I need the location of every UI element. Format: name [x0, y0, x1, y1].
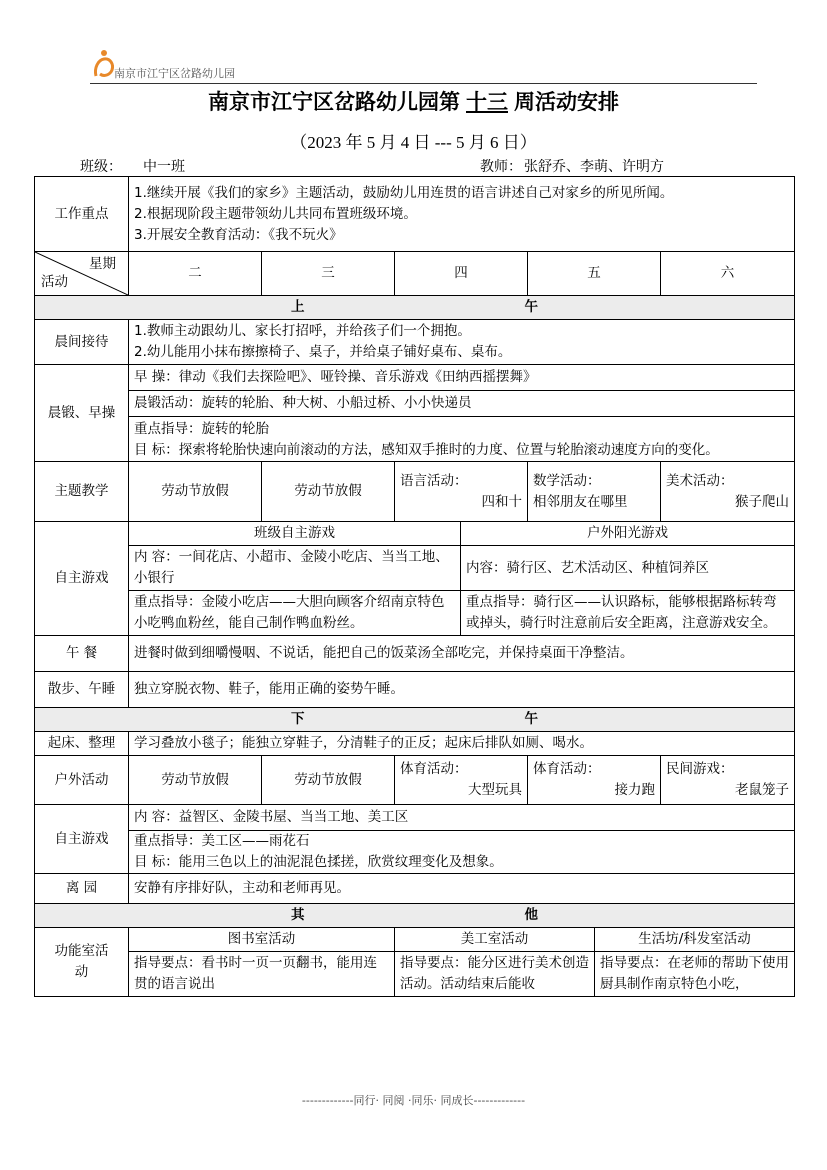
activity-name: 老鼠笼子 — [735, 782, 790, 798]
teacher-value: 张舒乔、李萌、许明方 — [522, 156, 731, 177]
activity-name: 大型玩具 — [468, 782, 522, 798]
theme-label: 主题教学 — [35, 462, 129, 522]
outdoor-label: 户外活动 — [35, 756, 129, 805]
freeplay-pm-content — [129, 805, 795, 874]
weekday-corner-label: 星期 — [89, 256, 116, 272]
rooms-label-text: 功能室活动 — [54, 943, 109, 980]
exercise-morning-line: 早 操：律动《我们去探险吧》、哑铃操、音乐游戏《田纳西摇摆舞》 — [134, 369, 537, 385]
arrival-content — [129, 320, 795, 365]
date-range: （2023 年 5 月 4 日 --- 5 月 6 日） — [290, 133, 537, 152]
activity-name: 相邻朋友在哪里 — [533, 493, 628, 510]
afternoon-section-header — [35, 708, 795, 732]
life-room-guide: 指导要点：在老师的帮助下使用厨具制作南京特色小吃， — [595, 952, 795, 997]
outdoor-day-cell — [528, 756, 661, 805]
theme-day-cell — [528, 462, 661, 522]
section-label: 他 — [524, 907, 538, 923]
outdoor-freeplay-title: 户外阳光游戏 — [461, 522, 795, 546]
weekday-corner-cell — [35, 252, 129, 296]
class-value: 中一班 — [122, 156, 206, 177]
class-info — [80, 156, 206, 177]
outdoor-freeplay-content: 内容：骑行区、艺术活动区、种植饲养区 — [461, 546, 795, 591]
activity-type: 体育活动： — [400, 761, 468, 777]
theme-day-cell — [661, 462, 795, 522]
title-prefix: 南京市江宁区岔路幼儿园第 — [208, 89, 460, 114]
lunch-content: 进餐时做到细嚼慢咽、不说话，能把自己的饭菜汤全部吃完，并保持桌面干净整洁。 — [129, 636, 795, 672]
nap-label: 散步、午睡 — [35, 672, 129, 708]
rooms-label — [35, 928, 129, 997]
exercise-goal-line: 目 标：探索将轮胎快速向前滚动的方法，感知双手推时的力度、位置与轮胎滚动速度方向的变化。 — [134, 442, 719, 458]
theme-day-cell: 劳动节放假 — [262, 462, 395, 522]
activity-name: 猴子爬山 — [735, 493, 790, 510]
focus-item: 3.开展安全教育活动：《我不玩火》 — [134, 226, 343, 243]
class-freeplay-title: 班级自主游戏 — [129, 522, 461, 546]
arrival-item: 2.幼儿能用小抹布擦擦椅子、桌子，并给桌子铺好桌布、桌布。 — [134, 344, 512, 360]
activity-type: 语言活动： — [400, 472, 468, 489]
page-footer: -------------同行· 同阅 ·同乐· 同成长------------- — [301, 1094, 526, 1107]
focus-item: 1.继续开展《我们的家乡》主题活动，鼓励幼儿用连贯的语言讲述自己对家乡的所见所闻。 — [134, 184, 674, 201]
wake-content: 学习叠放小毯子；能独立穿鞋子，分清鞋子的正反；起床后排队如厕、喝水。 — [129, 732, 795, 756]
exercise-activities-line: 晨锻活动：旋转的轮胎、种大树、小船过桥、小小快递员 — [129, 390, 794, 416]
class-freeplay-content: 内 容：一间花店、小超市、金陵小吃店、当当工地、小银行 — [129, 546, 461, 591]
library-guide: 指导要点：看书时一页一页翻书，能用连贯的语言说出 — [129, 952, 395, 997]
freeplay-pm-goal: 目 标：能用三色以上的油泥混色揉搓，欣赏纹理变化及想象。 — [134, 854, 503, 870]
outdoor-day-cell: 劳动节放假 — [262, 756, 395, 805]
schedule-table — [34, 176, 795, 997]
freeplay-pm-label: 自主游戏 — [35, 805, 129, 874]
class-freeplay-guide: 重点指导：金陵小吃店——大胆向顾客介绍南京特色小吃鸭血粉丝，能自己制作鸭血粉丝。 — [129, 591, 461, 636]
freeplay-pm-areas: 内 容：益智区、金陵书屋、当当工地、美工区 — [134, 809, 409, 825]
page-header — [90, 46, 757, 86]
day-header: 四 — [395, 252, 528, 296]
life-room-title: 生活坊/科发室活动 — [595, 928, 795, 952]
day-header: 二 — [129, 252, 262, 296]
focus-item: 2.根据现阶段主题带领幼儿共同布置班级环境。 — [134, 205, 417, 222]
focus-label: 工作重点 — [35, 177, 129, 252]
day-header: 三 — [262, 252, 395, 296]
lunch-label: 午 餐 — [35, 636, 129, 672]
header-divider — [90, 83, 757, 84]
art-room-guide: 指导要点：能分区进行美术创造活动。活动结束后能收 — [395, 952, 595, 997]
activity-name: 四和十 — [481, 493, 522, 510]
arrival-label: 晨间接待 — [35, 320, 129, 365]
page-title — [0, 86, 827, 116]
outdoor-day-cell: 劳动节放假 — [129, 756, 262, 805]
section-label: 上 — [291, 299, 305, 315]
freeplay-pm-guide: 重点指导：美工区——雨花石 — [129, 830, 794, 852]
theme-day-cell — [395, 462, 528, 522]
week-number: 十三 — [466, 89, 508, 114]
activity-type: 美术活动： — [666, 472, 734, 489]
wake-label: 起床、整理 — [35, 732, 129, 756]
exercise-guide-line: 重点指导：旋转的轮胎 — [129, 416, 794, 440]
activity-type: 数学活动： — [533, 472, 601, 489]
other-section-header — [35, 904, 795, 928]
theme-day-cell: 劳动节放假 — [129, 462, 262, 522]
library-title: 图书室活动 — [129, 928, 395, 952]
section-label: 下 — [291, 711, 305, 727]
school-name-header: 南京市江宁区岔路幼儿园 — [114, 67, 235, 80]
art-room-title: 美工室活动 — [395, 928, 595, 952]
teacher-label: 教师： — [480, 159, 522, 175]
morning-section-header — [35, 296, 795, 320]
nap-content: 独立穿脱衣物、鞋子，能用正确的姿势午睡。 — [129, 672, 795, 708]
outdoor-day-cell — [395, 756, 528, 805]
activity-type: 民间游戏： — [666, 761, 734, 777]
leave-label: 离 园 — [35, 874, 129, 904]
outdoor-freeplay-guide: 重点指导：骑行区——认识路标，能够根据路标转弯或掉头，骑行时注意前后安全距离，注意游戏安全。 — [461, 591, 795, 636]
freeplay-label: 自主游戏 — [35, 522, 129, 636]
activity-type: 体育活动： — [533, 761, 601, 777]
focus-content — [129, 177, 795, 252]
teacher-info — [480, 156, 731, 177]
section-label: 午 — [524, 711, 538, 727]
section-label: 午 — [524, 299, 538, 315]
arrival-item: 1.教师主动跟幼儿、家长打招呼，并给孩子们一个拥抱。 — [134, 323, 471, 339]
exercise-content — [129, 365, 795, 462]
section-label: 其 — [291, 907, 305, 923]
class-label: 班级： — [80, 159, 122, 175]
title-suffix: 周活动安排 — [514, 89, 619, 114]
outdoor-day-cell — [661, 756, 795, 805]
day-header: 六 — [661, 252, 795, 296]
day-header: 五 — [528, 252, 661, 296]
leave-content: 安静有序排好队，主动和老师再见。 — [129, 874, 795, 904]
exercise-label: 晨锻、早操 — [35, 365, 129, 462]
activity-name: 接力跑 — [614, 782, 655, 798]
activity-corner-label: 活动 — [41, 274, 68, 290]
